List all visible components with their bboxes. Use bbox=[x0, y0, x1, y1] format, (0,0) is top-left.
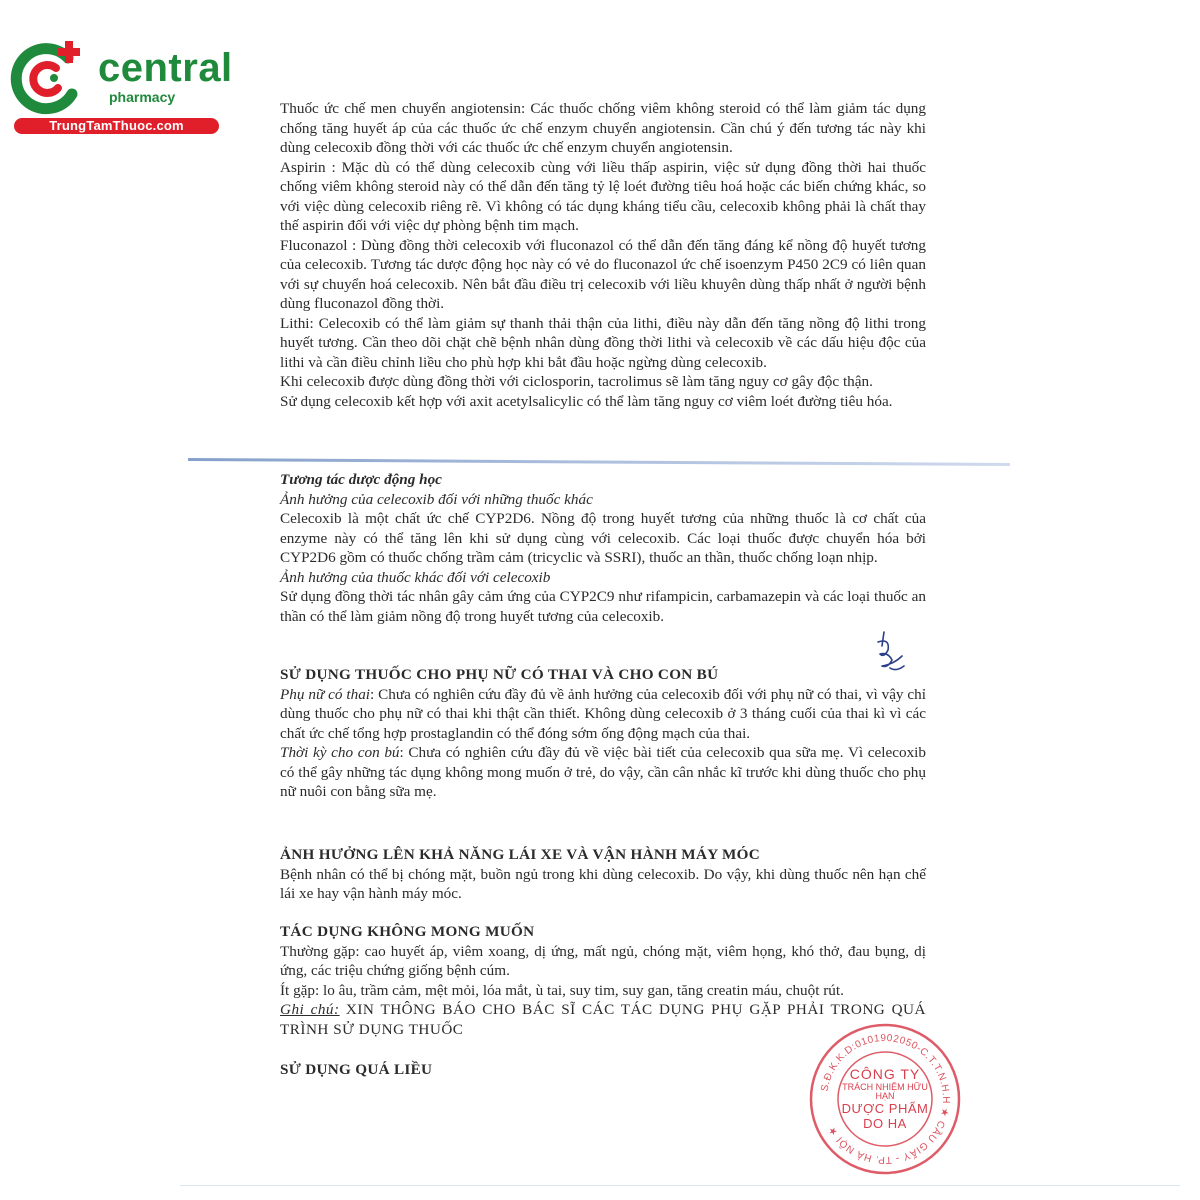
interaction-ace-inhibitors: Thuốc ức chế men chuyển angiotensin: Các thuốc chống viêm không steroid có thể làm giảm tác dụng chống tăng huyết áp của các thuốc ức chế enzym chuyển angiotensin. Cần chú ý đến tương tác này khi dùng celecoxib đồng thời với các thuốc ức chế enzym chuyển angiotensin. bbox=[280, 100, 926, 156]
pregnancy-section bbox=[280, 665, 926, 802]
pregnancy-heading: SỬ DỤNG THUỐC CHO PHỤ NỮ CÓ THAI VÀ CHO CON BÚ bbox=[280, 666, 719, 683]
stamp-line-4: DO HA bbox=[863, 1115, 907, 1131]
adverse-heading: TÁC DỤNG KHÔNG MONG MUỐN bbox=[280, 923, 535, 940]
adverse-note-label: Ghi chú: bbox=[280, 1001, 340, 1018]
stamp-center bbox=[838, 1052, 932, 1146]
stamp-line-1: CÔNG TY bbox=[849, 1066, 921, 1083]
page-bottom-edge bbox=[180, 1185, 1180, 1186]
interaction-ciclosporin: Khi celecoxib được dùng đồng thời với ciclosporin, tacrolimus sẽ làm tăng nguy cơ gây độc thận. bbox=[280, 373, 873, 390]
logo-brand-name: central bbox=[98, 46, 233, 90]
pregnancy-label: Phụ nữ có thai bbox=[280, 685, 371, 703]
central-pharmacy-logo bbox=[10, 38, 233, 138]
company-seal-stamp bbox=[808, 1022, 962, 1176]
stamp-line-3: DƯỢC PHẨM bbox=[841, 1101, 929, 1117]
breastfeeding-label: Thời kỳ cho con bú bbox=[280, 744, 400, 761]
overdose-heading: SỬ DỤNG QUÁ LIỀU bbox=[280, 1061, 433, 1078]
pk-paragraph-1: Celecoxib là một chất ức chế CYP2D6. Nồng độ trong huyết tương của những thuốc là cơ chất của enzyme này có thể tăng lên khi sử dụng cùng với celecoxib. Các loại thuốc được chuyển hóa bởi CYP2D6 gồm có thuốc chống trầm cảm (tricyclic và SSRI), thuốc an thần, thuốc chống loạn nhịp. bbox=[280, 510, 926, 566]
pk-subheading-1: Ảnh hưởng của celecoxib đối với những thuốc khác bbox=[280, 490, 593, 508]
driving-section bbox=[280, 845, 926, 904]
logo-website-url[interactable]: TrungTamThuoc.com bbox=[14, 118, 219, 134]
logo-brand-sub: pharmacy bbox=[109, 89, 176, 105]
interactions-section bbox=[280, 99, 926, 411]
adverse-common: Thường gặp: cao huyết áp, viêm xoang, dị ứng, mất ngủ, chóng mặt, viêm họng, khó thở, đau bụng, dị ứng, các triệu chứng giống bệnh cúm. bbox=[280, 942, 926, 979]
stamp-line-2: TRÁCH NHIỆM HỮU HẠN bbox=[842, 1081, 928, 1102]
driving-heading: ẢNH HƯỞNG LÊN KHẢ NĂNG LÁI XE VÀ VẬN HÀNH MÁY MÓC bbox=[280, 846, 761, 863]
pk-heading: Tương tác dược động học bbox=[280, 471, 442, 488]
interaction-lithi: Lithi: Celecoxib có thể làm giảm sự thanh thải thận của lithi, điều này dẫn đến tăng nồng độ lithi trong huyết tương. Cần theo dõi chặt chẽ bệnh nhân dùng đồng thời lithi và celecoxib về các dấu hiệu độc của lithi và cần điều chỉnh liều cho phù hợp khi bắt đầu hoặc ngừng dùng celecoxib. bbox=[280, 314, 926, 371]
breastfeeding-paragraph bbox=[280, 743, 926, 802]
pregnancy-text: : Chưa có nghiên cứu đầy đủ về ảnh hưởng của celecoxib đối với phụ nữ có thai, vì vậy chỉ dùng thuốc cho phụ nữ có thai khi thật cần thiết. Không dùng celecoxib ở 3 tháng cuối của thai kì vì các chất ức chế tổng hợp prostaglandin có thể đóng sớm ống động mạch của thai. bbox=[280, 685, 926, 742]
pharmacy-c-cross-icon bbox=[10, 38, 90, 118]
interaction-fluconazol: Fluconazol : Dùng đồng thời celecoxib với fluconazol có thể dẫn đến tăng đáng kể nồng độ huyết tương của celecoxib. Tương tác dược động học này có vẻ do fluconazol ức chế isoenzym P450 2C9 có liên quan với sự chuyển hoá celecoxib. Nên bắt đầu điều trị celecoxib với liều khuyên dùng thấp nhất ở người bệnh dùng fluconazol đồng thời. bbox=[280, 236, 926, 312]
adverse-uncommon: Ít gặp: lo âu, trầm cảm, mệt mỏi, lóa mắt, ù tai, suy tim, suy gan, tăng creatin máu, chuột rút. bbox=[280, 981, 844, 999]
interaction-aspirin: Aspirin : Mặc dù có thể dùng celecoxib cùng với liều thấp aspirin, việc sử dụng đồng thời hai thuốc chống viêm không steroid này có thể dẫn đến tăng tỷ lệ loét đường tiêu hoá hoặc các biến chứng khác, so với việc dùng celecoxib riêng rẽ. Vì không có tác dụng kháng tiểu cầu, celecoxib không phải là chất thay thế aspirin đối với việc dự phòng bệnh tim mạch. bbox=[280, 158, 926, 234]
page-fold-line bbox=[188, 458, 1010, 466]
pk-subheading-2: Ảnh hưởng của thuốc khác đối với celecoxib bbox=[280, 568, 551, 586]
breastfeeding-text: : Chưa có nghiên cứu đầy đủ về việc bài tiết của celecoxib qua sữa mẹ. Vì celecoxib có thể gây những tác dụng không mong muốn ở trẻ, do vậy, cần cân nhắc kĩ trước khi dùng thuốc cho phụ nữ nuôi con bằng sữa mẹ. bbox=[280, 744, 926, 800]
pharmacokinetic-section bbox=[280, 470, 926, 626]
driving-text: Bệnh nhân có thể bị chóng mặt, buồn ngủ trong khi dùng celecoxib. Do vậy, khi dùng thuốc nên hạn chế lái xe hay vận hành máy móc. bbox=[280, 865, 926, 902]
adverse-note-text: XIN THÔNG BÁO CHO BÁC SĨ CÁC TÁC DỤNG PHỤ GẶP PHẢI TRONG QUÁ TRÌNH SỬ DỤNG THUỐC bbox=[280, 1001, 926, 1038]
interaction-acetylsalicylic: Sử dụng celecoxib kết hợp với axit acetylsalicylic có thể làm tăng nguy cơ viêm loét đường tiêu hóa. bbox=[280, 392, 893, 410]
pregnancy-paragraph bbox=[280, 685, 926, 744]
pk-paragraph-2: Sử dụng đồng thời tác nhân gây cảm ứng của CYP2C9 như rifampicin, carbamazepin và các loại thuốc an thần có thể làm giảm nồng độ trong huyết tương của celecoxib. bbox=[280, 588, 926, 625]
stamp-ring-text: S.Đ.K.K.D:0101902050-C.T.T.N.H.H ★ CẦU GIẤY - TP. HÀ NỘI ★ bbox=[819, 1032, 952, 1166]
